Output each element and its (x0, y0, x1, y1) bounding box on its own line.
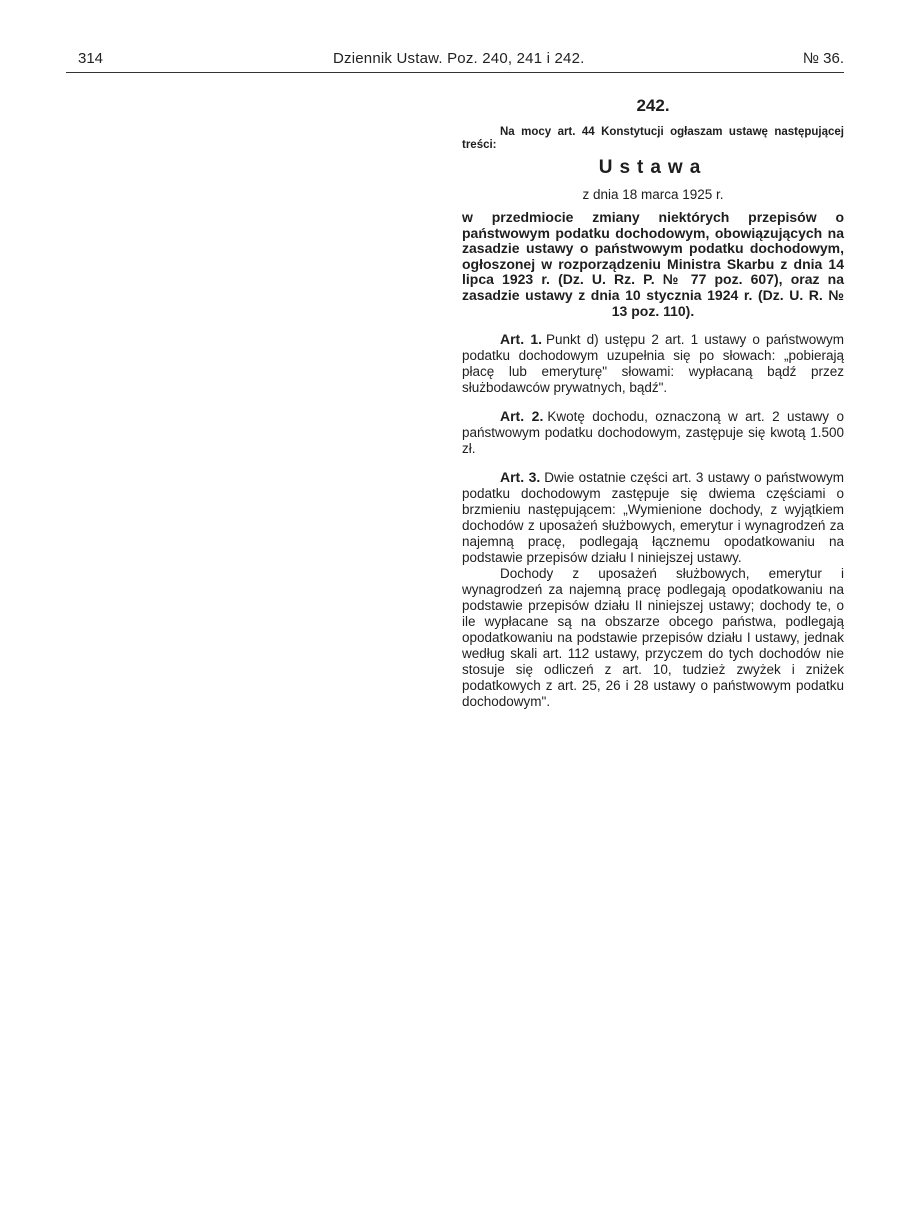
page-number: 314 (78, 50, 104, 67)
header-rule (66, 72, 844, 73)
preamble: Na mocy art. 44 Konstytucji ogłaszam ustawę następującej treści: (462, 126, 844, 151)
issue-number: № 36. (802, 50, 844, 67)
article-3-continuation: Dochody z uposażeń służbowych, emerytur i wynagrodzeń za najemną pracę podlegają opodatkowaniu na podstawie przepisów działu II niniejszej ustawy; dochody te, o ile wypłacane są na obszarze obcego państwa, podlegają opodatkowaniu na podstawie przepisów działu I ustawy, jednak według skali art. 112 ustawy, przyczem do tych dochodów nie stosuje się odliczeń z art. 10, tudzież zwyżek i zniżek podatkowych z art. 25, 26 i 28 ustawy o państwowym podatku dochodowym". (462, 566, 844, 710)
article-text: Kwotę dochodu, oznaczoną w art. 2 ustawy o państwowym podatku dochodowym, zastępuje się kwotą 1.500 zł. (462, 409, 844, 457)
article-label: Art. 3. (500, 469, 541, 486)
article-label: Art. 2. (500, 408, 544, 425)
page-header (78, 50, 844, 72)
article-1 (462, 331, 844, 396)
act-subject: w przedmiocie zmiany niektórych przepisów o państwowym podatku dochodowym, obowiązujących na zasadzie ustawy o państwowym podatku dochodowym, ogłoszonej w rozporządzeniu Ministra Skarbu z dnia 14 lipca 1923 r. (Dz. U. Rz. P. № 77 poz. 607), oraz na zasadzie ustawy z dnia 10 stycznia 1924 r. (Dz. U. R. № 13 poz. 110). (462, 209, 844, 319)
position-number: 242. (636, 96, 670, 115)
article-3 (462, 469, 844, 566)
act-title: Ustawa (598, 157, 708, 178)
act-date: z dnia 18 marca 1925 r. (582, 187, 724, 202)
article-2 (462, 408, 844, 457)
article-text: Dwie ostatnie części art. 3 ustawy o państwowym podatku dochodowym zastępuje się dwiema częściami o brzmieniu następującem: „Wymienione dochody, z wyjątkiem dochodów z uposażeń służbowych, emerytur i wynagrodzeń za najemną pracę, podlegają łącznemu opodatkowaniu na podstawie przepisów działu I niniejszej ustawy. (462, 470, 844, 566)
article-text: Punkt d) ustępu 2 art. 1 ustawy o państwowym podatku dochodowym uzupełnia się po słowach: „pobierają płacę lub emeryturę" słowami: wypłacaną bądź przez służbodawców prywatnych, bądź". (462, 332, 844, 396)
journal-title: Dziennik Ustaw. Poz. 240, 241 i 242. (333, 50, 585, 67)
article-label: Art. 1. (500, 331, 543, 348)
document-column (462, 96, 844, 710)
